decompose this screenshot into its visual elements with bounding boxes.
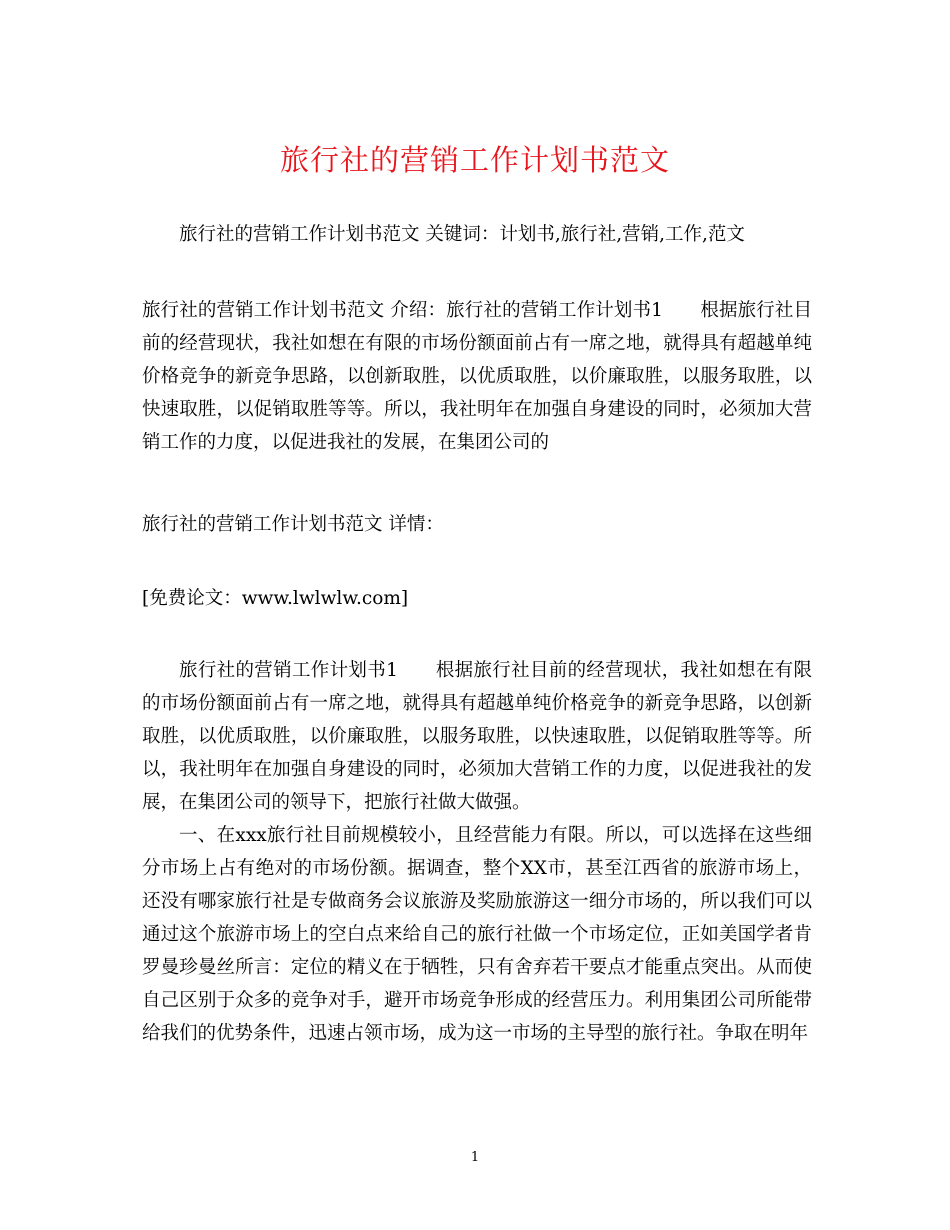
document-title: 旅行社的营销工作计划书范文 xyxy=(279,143,670,177)
body-paragraph-1: 旅行社的营销工作计划书1 根据旅行社目前的经营现状，我社如想在有限的市场份额面前占有一席之地，就得具有超越单纯价格竞争的新竞争思路，以创新取胜，以优质取胜，以价廉取胜，以服务取胜，以快速取胜，以促销取胜等等。所以，我社明年在加强自身建设的同时，必须加大营销工作的力度，以促进我社的发展，在集团公司的领导下，把旅行社做大做强。 xyxy=(142,660,812,813)
keywords-line: 旅行社的营销工作计划书范文 关键词：计划书,旅行社,营销,工作,范文 xyxy=(179,224,745,245)
details-heading: 旅行社的营销工作计划书范文 详情： xyxy=(142,514,444,535)
body-paragraph-2: 一、在xxx旅行社目前规模较小，且经营能力有限。所以，可以选择在这些细分市场上占有绝对的市场份额。据调查，整个XX市，甚至江西省的旅游市场上，还没有哪家旅行社是专做商务会议旅游及奖励旅游这一细分市场的，所以我们可以通过这个旅游市场上的空白点来给自己的旅行社做一个市场定位，正如美国学者肯罗曼珍曼丝所言：定位的精义在于牺牲，只有舍弃若干要点才能重点突出。从而使自己区别于众多的竞争对手，避开市场竞争形成的经营压力。利用集团公司所能带给我们的优势条件，迅速占领市场，成为这一市场的主导型的旅行社。争取在明年 xyxy=(142,825,812,1044)
free-paper-link[interactable]: [免费论文：www.lwlwlw.com] xyxy=(142,588,409,609)
intro-paragraph: 旅行社的营销工作计划书范文 介绍：旅行社的营销工作计划书1 根据旅行社目前的经营现状，我社如想在有限的市场份额面前占有一席之地，就得具有超越单纯价格竞争的新竞争思路，以创新取胜，以优质取胜，以价廉取胜，以服务取胜，以快速取胜，以促销取胜等等。所以，我社明年在加强自身建设的同时，必须加大营销工作的力度，以促进我社的发展，在集团公司的 xyxy=(142,300,812,453)
page-number: 1 xyxy=(470,1150,480,1165)
